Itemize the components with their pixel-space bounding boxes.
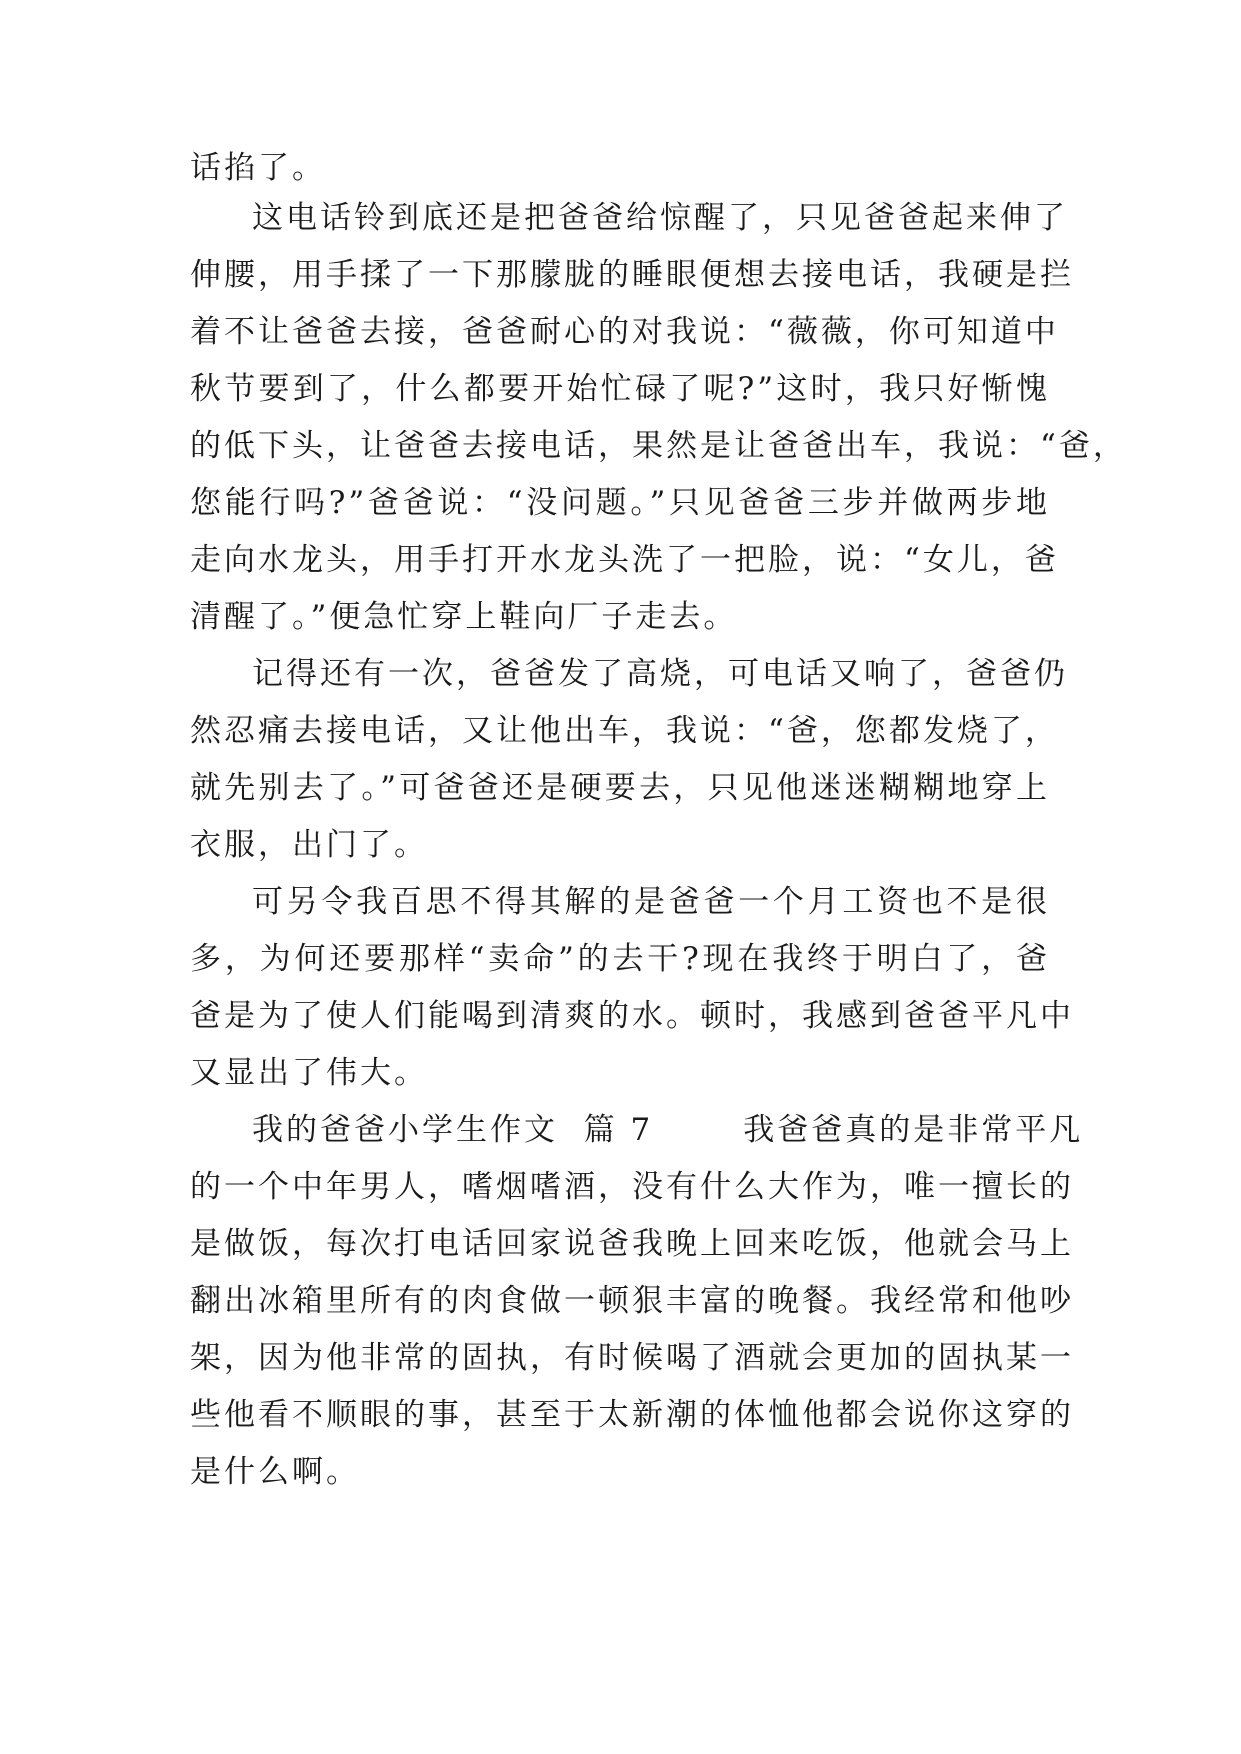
text-line: 是什么啊。 <box>190 1454 360 1490</box>
text-line: 的低下头，让爸爸去接电话，果然是让爸爸出车，我说：“爸， <box>190 428 1127 464</box>
text-line: 的一个中年男人，嗜烟嗜酒，没有什么大作为，唯一擅长的 <box>190 1169 1074 1205</box>
text-line: 您能行吗?”爸爸说：“没问题。”只见爸爸三步并做两步地 <box>190 485 1050 521</box>
text-line: 就先别去了。”可爸爸还是硬要去，只见他迷迷糊糊地穿上 <box>190 770 1050 806</box>
text-line: 然忍痛去接电话，又让他出车，我说：“爸，您都发烧了， <box>190 713 1059 749</box>
text-line: 翻出冰箱里所有的肉食做一顿狠丰富的晚餐。我经常和他吵 <box>190 1283 1074 1319</box>
text-line: 可另令我百思不得其解的是爸爸一个月工资也不是很 <box>252 884 1050 920</box>
text-line: 话掐了。 <box>190 150 326 186</box>
text-line: 这电话铃到底还是把爸爸给惊醒了，只见爸爸起来伸了 <box>252 200 1068 236</box>
section-heading-line: 我的爸爸小学生作文 篇 7 我爸爸真的是非常平凡 <box>252 1112 1084 1148</box>
text-line: 多，为何还要那样“卖命”的去干?现在我终于明白了，爸 <box>190 941 1050 977</box>
text-line: 着不让爸爸去接，爸爸耐心的对我说：“薇薇，你可知道中 <box>190 314 1059 350</box>
text-line: 架，因为他非常的固执，有时候喝了酒就会更加的固执某一 <box>190 1340 1074 1376</box>
text-line: 清醒了。”便急忙穿上鞋向厂子走去。 <box>190 599 738 635</box>
text-line: 衣服，出门了。 <box>190 827 428 863</box>
text-line: 秋节要到了，什么都要开始忙碌了呢?”这时，我只好惭愧 <box>190 371 1050 407</box>
text-line: 又显出了伟大。 <box>190 1055 428 1091</box>
text-line: 伸腰，用手揉了一下那朦胧的睡眼便想去接电话，我硬是拦 <box>190 257 1074 293</box>
text-line: 些他看不顺眼的事，甚至于太新潮的体恤他都会说你这穿的 <box>190 1397 1074 1433</box>
text-line: 是做饭，每次打电话回家说爸我晚上回来吃饭，他就会马上 <box>190 1226 1074 1262</box>
text-line: 记得还有一次，爸爸发了高烧，可电话又响了，爸爸仍 <box>252 656 1068 692</box>
text-line: 爸是为了使人们能喝到清爽的水。顿时，我感到爸爸平凡中 <box>190 998 1074 1034</box>
text-line: 走向水龙头，用手打开水龙头洗了一把脸，说：“女儿，爸 <box>190 542 1059 578</box>
